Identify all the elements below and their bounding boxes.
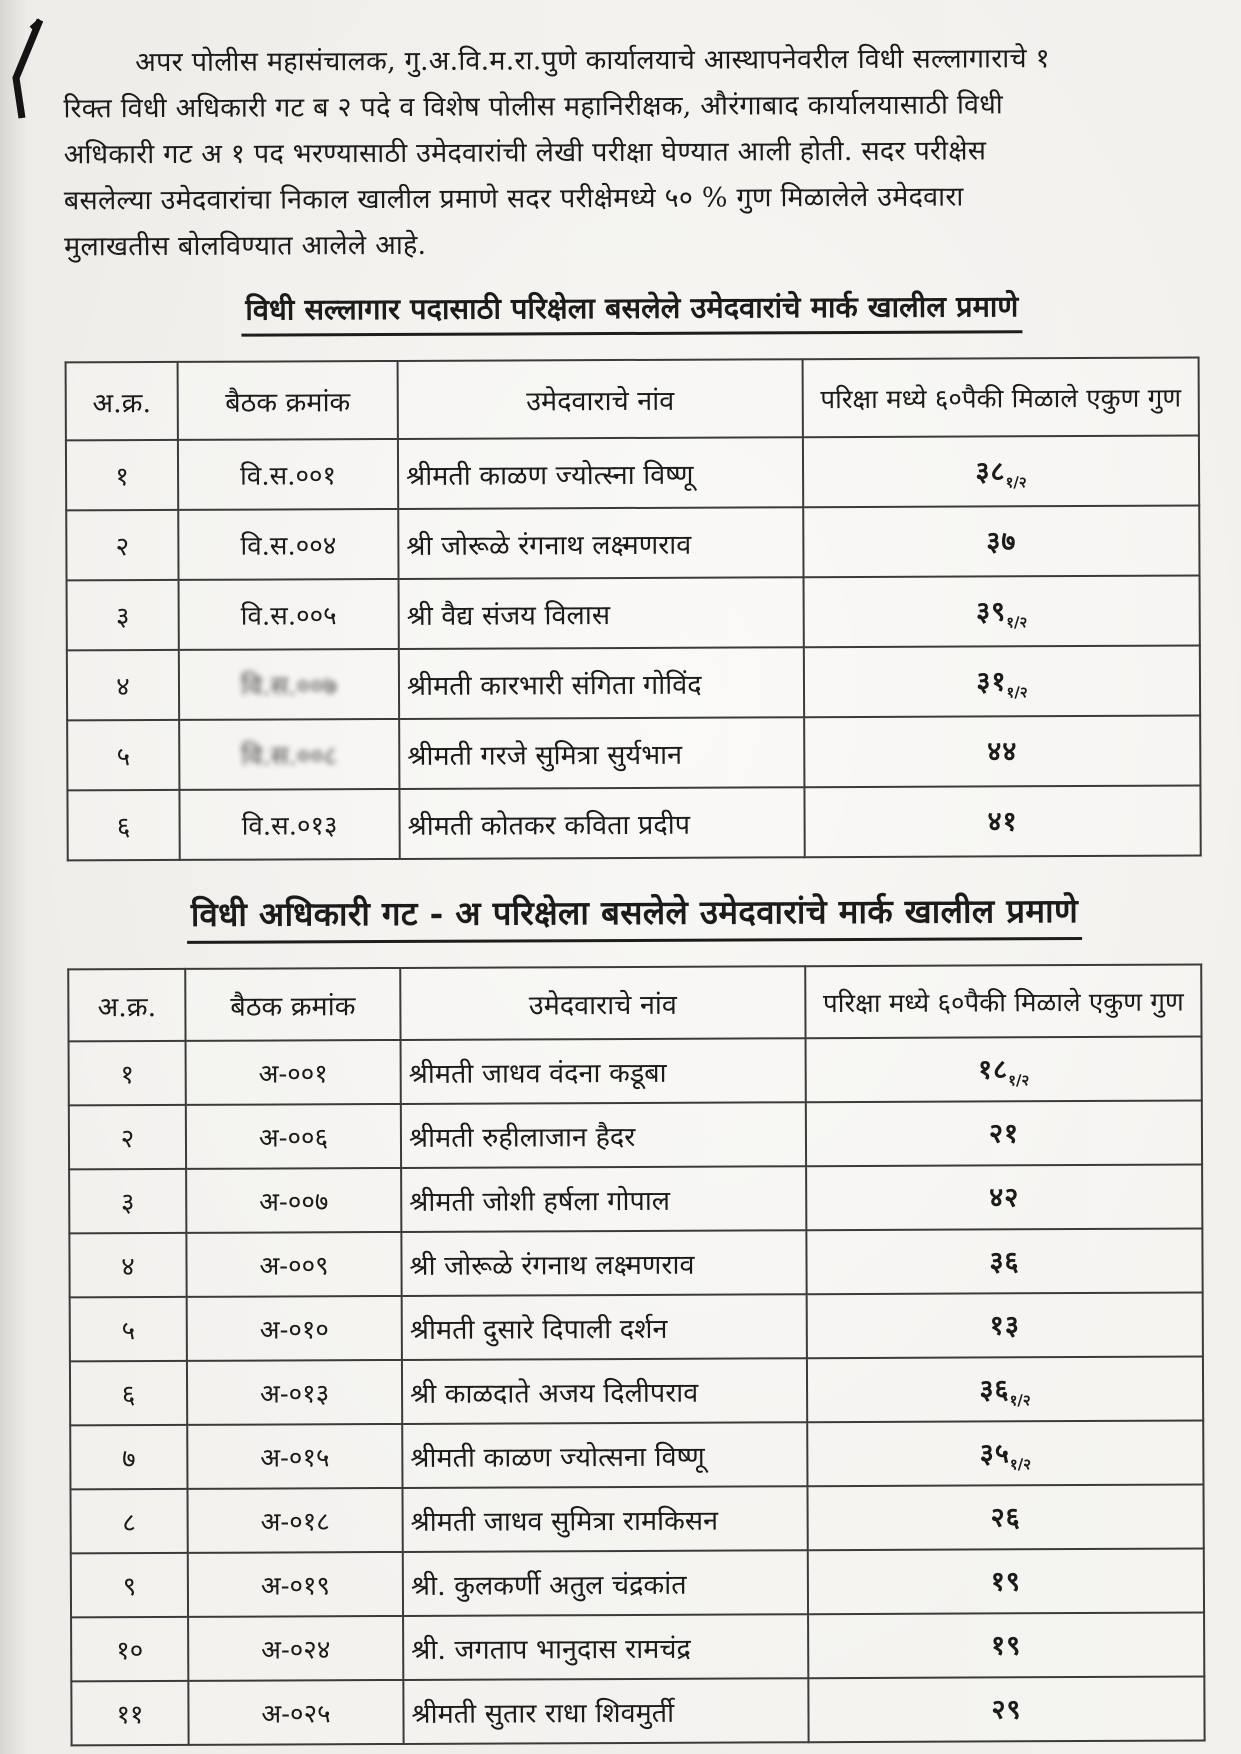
marks-fraction: १/२ <box>1009 1390 1031 1409</box>
table-row <box>67 715 1200 790</box>
marks-value: ३६ <box>979 1373 1010 1405</box>
seat-cell: वि.स.०१३ <box>179 789 399 860</box>
table-row <box>66 435 1199 510</box>
table-row <box>70 1356 1203 1425</box>
seat-cell: अ-०१९ <box>188 1552 403 1617</box>
marks-value: १९ <box>990 1566 1022 1598</box>
sr-cell: २ <box>66 510 178 580</box>
marks-cell <box>807 1292 1203 1358</box>
marks-value: २६ <box>990 1502 1021 1534</box>
table2-title <box>67 886 1202 944</box>
name-cell: श्रीमती सुतार राधा शिवमुर्ती <box>403 1678 808 1744</box>
table1-header-seat: बैठक क्रमांक <box>178 361 398 440</box>
sr-cell: ६ <box>67 790 179 860</box>
intro-line: बसलेल्या उमेदवारांचा निकाल खालील प्रमाणे सदर परीक्षेमध्ये ५० % गुण मिळालेले उमेदवारा <box>63 181 964 217</box>
table1-legal-advisor-marks <box>65 356 1202 861</box>
marks-fraction: १/२ <box>1009 1454 1032 1473</box>
sr-cell: ८ <box>70 1489 187 1554</box>
seat-cell: अ-००७ <box>186 1168 401 1233</box>
seat-cell: अ-०२४ <box>188 1616 403 1681</box>
marks-value: १९ <box>991 1630 1022 1662</box>
sr-cell: ६ <box>70 1361 187 1426</box>
marks-value: ४२ <box>989 1182 1020 1214</box>
seat-cell: वि.स.००५ <box>179 579 399 650</box>
table-row <box>70 1420 1203 1489</box>
table2-title-text: विधी अधिकारी गट - अ परिक्षेला बसलेले उमेदवारांचे मार्क खालील प्रमाणे <box>187 887 1082 944</box>
table1-title <box>64 285 1199 337</box>
marks-cell <box>804 645 1200 717</box>
sr-cell: ५ <box>67 720 179 790</box>
marks-cell <box>808 1676 1204 1742</box>
table-row <box>69 1228 1202 1297</box>
marks-cell <box>806 1228 1202 1294</box>
marks-value: ३७ <box>986 526 1017 558</box>
table1-header-name: उमेदवाराचे नांव <box>398 359 803 439</box>
name-cell: श्री जोरूळे रंगनाथ लक्ष्मणराव <box>398 507 803 579</box>
table-row <box>66 505 1199 580</box>
seat-cell: अ-०२५ <box>188 1680 403 1745</box>
name-cell: श्रीमती जोशी हर्षला गोपाल <box>401 1166 806 1232</box>
table-row <box>71 1548 1204 1617</box>
marks-value: २९ <box>991 1694 1022 1726</box>
sr-cell: ३ <box>69 1169 186 1234</box>
marks-value: ३१ <box>976 665 1007 697</box>
table1-title-text: विधी सल्लागार पदासाठी परिक्षेला बसलेले उमेदवारांचे मार्क खालील प्रमाणे <box>241 286 1022 336</box>
table-row <box>71 1612 1204 1681</box>
table2-header-name: उमेदवाराचे नांव <box>400 966 805 1040</box>
name-cell: श्रीमती काळण ज्योत्सना विष्णू <box>402 1422 807 1488</box>
name-cell: श्रीमती दुसारे दिपाली दर्शन <box>402 1294 807 1360</box>
table-row <box>69 1164 1202 1233</box>
name-cell: श्रीमती रुहीलाजान हैदर <box>401 1102 806 1168</box>
name-cell: श्री जोरूळे रंगनाथ लक्ष्मणराव <box>401 1230 806 1296</box>
marks-cell <box>807 1356 1203 1422</box>
intro-paragraph <box>63 35 1199 270</box>
marks-fraction: १/२ <box>1008 1070 1030 1089</box>
table-row <box>69 1036 1202 1105</box>
sr-cell: ४ <box>69 1233 186 1298</box>
marks-cell <box>806 1036 1202 1102</box>
name-cell: श्रीमती कोतकर कविता प्रदीप <box>399 787 804 859</box>
seat-cell: वि.स.००४ <box>178 509 398 580</box>
table2-header-sr: अ.क्र. <box>68 969 185 1042</box>
seat-value-smudged: वि.स.००७ <box>240 671 337 702</box>
table2-header-marks: परिक्षा मध्ये ६०पैकी मिळाले एकुण गुण <box>805 964 1201 1038</box>
name-cell: श्री काळदाते अजय दिलीपराव <box>402 1358 807 1424</box>
seat-cell: वि.स.००१ <box>178 439 398 510</box>
table-row <box>71 1676 1204 1745</box>
marks-cell <box>806 1164 1202 1230</box>
seat-cell: अ-००६ <box>186 1104 401 1169</box>
marks-cell <box>803 435 1199 507</box>
seat-cell: अ-०१० <box>187 1296 402 1361</box>
table1-header-row <box>66 357 1199 440</box>
table-row <box>67 575 1200 650</box>
table1-header-marks: परिक्षा मध्ये ६०पैकी मिळाले एकुण गुण <box>803 357 1199 437</box>
marks-fraction: १/२ <box>1006 612 1028 631</box>
table-row <box>67 645 1200 720</box>
table2-header-row <box>68 964 1201 1041</box>
seat-cell: अ-००९ <box>186 1232 401 1297</box>
marks-cell <box>808 1612 1204 1678</box>
sr-cell: ७ <box>70 1425 187 1490</box>
sr-cell: ३ <box>67 580 179 650</box>
marks-cell <box>804 785 1200 857</box>
name-cell: श्रीमती जाधव सुमित्रा रामकिसन <box>402 1486 807 1552</box>
marks-value: ३९ <box>976 595 1007 627</box>
intro-line: मुलाखतीस बोलविण्यात आलेले आहे. <box>64 229 427 263</box>
name-cell: श्री वैद्य संजय विलास <box>399 577 804 649</box>
seat-cell <box>179 719 399 790</box>
table1-header-sr: अ.क्र. <box>66 362 178 440</box>
name-cell: श्री. कुलकर्णी अतुल चंद्रकांत <box>403 1550 808 1616</box>
name-cell: श्रीमती कारभारी संगिता गोविंद <box>399 647 804 719</box>
sr-cell: ९ <box>71 1553 188 1618</box>
name-cell: श्रीमती काळण ज्योत्स्ना विष्णू <box>398 437 803 509</box>
name-cell: श्रीमती जाधव वंदना कडूबा <box>401 1038 806 1104</box>
scan-corner-mark <box>6 14 52 134</box>
sr-cell: १ <box>69 1041 186 1106</box>
sr-cell: २ <box>69 1105 186 1170</box>
sr-cell: ५ <box>70 1297 187 1362</box>
intro-line: रिक्त विधी अधिकारी गट ब २ पदे व विशेष पोलीस महानिरीक्षक, औरंगाबाद कार्यालयासाठी विधी <box>63 89 1004 125</box>
marks-fraction: १/२ <box>1005 472 1027 491</box>
marks-value: ३८ <box>975 455 1006 487</box>
table-row <box>69 1100 1202 1169</box>
seat-cell: अ-०१३ <box>187 1360 402 1425</box>
seat-cell <box>179 649 399 720</box>
name-cell: श्री. जगताप भानुदास रामचंद्र <box>403 1614 808 1680</box>
table-row <box>67 785 1200 860</box>
marks-value: ४१ <box>987 806 1018 838</box>
marks-cell <box>806 1100 1202 1166</box>
marks-cell <box>804 575 1200 647</box>
marks-fraction: १/२ <box>1006 682 1028 701</box>
marks-value: १३ <box>989 1310 1020 1342</box>
table2-legal-officer-group-a-marks <box>67 963 1205 1746</box>
sr-cell: १ <box>66 440 178 510</box>
marks-value: ४४ <box>987 736 1018 768</box>
table-row <box>70 1484 1203 1553</box>
intro-line: अधिकारी गट अ १ पद भरण्यासाठी उमेदवारांची लेखी परीक्षा घेण्यात आली होती. सदर परीक्षेस <box>63 135 987 171</box>
marks-value: ३६ <box>989 1246 1020 1278</box>
marks-value: २१ <box>988 1118 1020 1150</box>
marks-cell <box>804 715 1200 787</box>
sr-cell: ४ <box>67 650 179 720</box>
marks-cell <box>807 1420 1203 1486</box>
sr-cell: १० <box>71 1617 188 1682</box>
seat-cell: अ-०१५ <box>187 1424 402 1489</box>
seat-value-smudged: वि.स.००८ <box>241 741 338 772</box>
seat-cell: अ-०१८ <box>187 1488 402 1553</box>
marks-cell <box>803 505 1199 577</box>
name-cell: श्रीमती गरजे सुमित्रा सुर्यभान <box>399 717 804 789</box>
table-row <box>70 1292 1203 1361</box>
seat-cell: अ-००१ <box>186 1040 401 1105</box>
marks-value: १८ <box>978 1053 1009 1085</box>
marks-cell <box>808 1548 1204 1614</box>
table2-header-seat: बैठक क्रमांक <box>185 968 400 1041</box>
marks-cell <box>807 1484 1203 1550</box>
intro-line: अपर पोलीस महासंचालक, गु.अ.वि.म.रा.पुणे कार्यालयाचे आस्थापनेवरील विधी सल्लागाराचे १ <box>135 43 1050 79</box>
marks-value: ३५ <box>979 1437 1010 1469</box>
sr-cell: ११ <box>71 1681 188 1746</box>
